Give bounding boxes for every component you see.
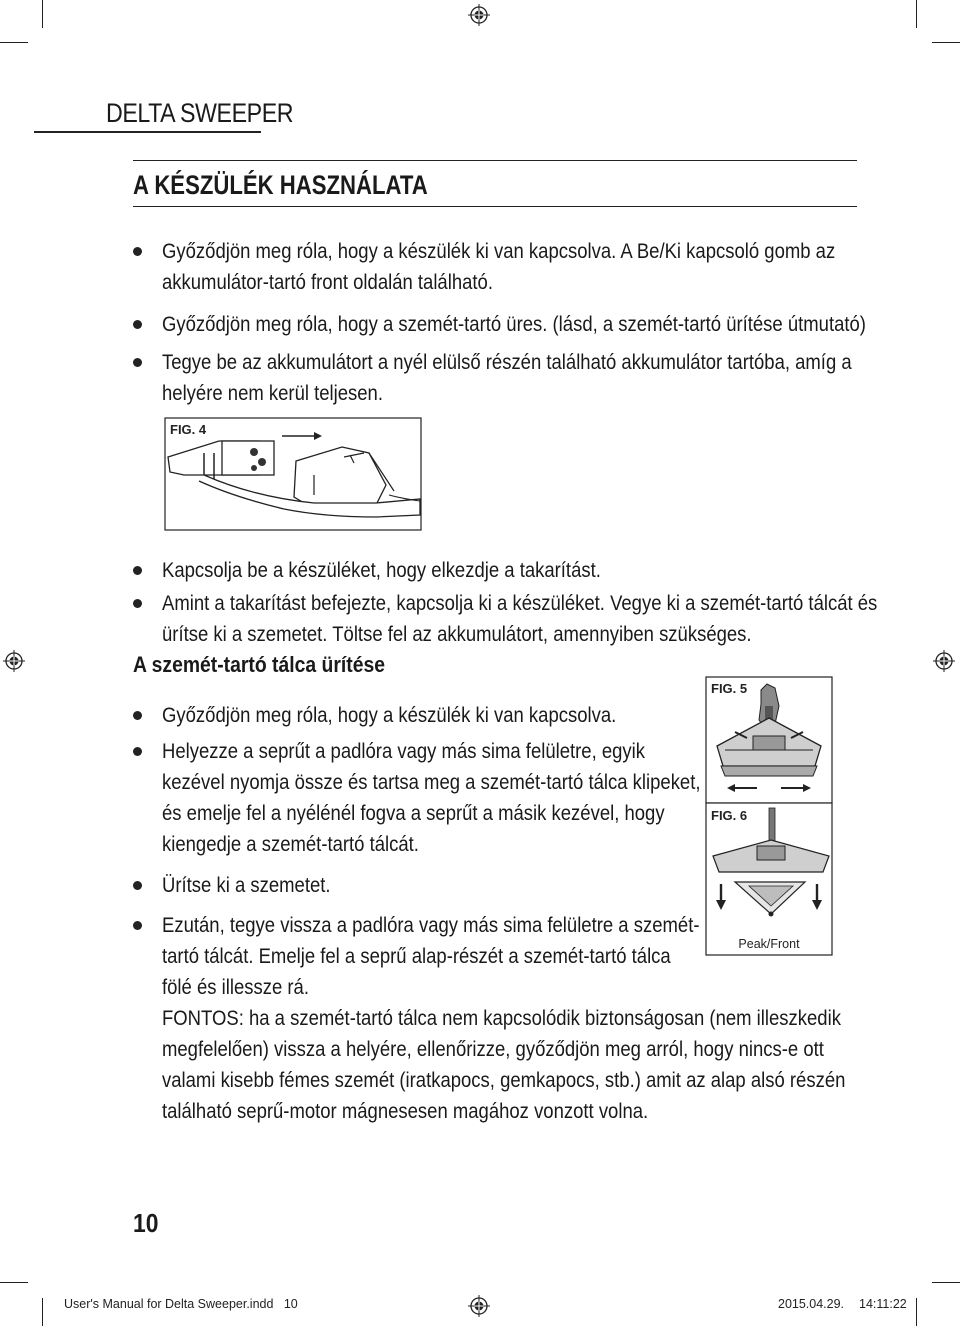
list-item	[162, 309, 866, 340]
footer-date: 2015.04.29.	[778, 1297, 845, 1311]
crop-mark	[0, 42, 28, 43]
bullet-icon	[133, 747, 142, 756]
figure-5-label: FIG. 5	[711, 681, 748, 696]
crop-mark	[42, 0, 43, 28]
list-item	[162, 700, 616, 731]
section-rule-top	[133, 160, 857, 161]
registration-mark-icon	[3, 650, 25, 672]
footer-filename: User's Manual for Delta Sweeper.indd 10	[64, 1297, 298, 1311]
registration-mark-icon	[468, 4, 490, 26]
document-header-title: DELTA SWEEPER	[106, 98, 294, 128]
list-item-line: Ezután, tegye vissza a padlóra vagy más sima felületre a szemét-	[162, 913, 700, 937]
important-note-line: található seprű-motor mágnesesen magához vonzott volna.	[162, 1099, 649, 1123]
crop-mark	[932, 1282, 960, 1283]
figure-4-battery-insertion	[164, 417, 422, 531]
important-note-line: FONTOS: ha a szemét-tartó tálca nem kapcsolódik biztonságosan (nem illeszkedik	[162, 1006, 841, 1030]
important-note-line: megfelelően) vissza a helyére, ellenőrizze, győződjön meg arról, hogy nincs-e ott	[162, 1037, 824, 1061]
list-item-line: Győződjön meg róla, hogy a készülék ki van kapcsolva. A Be/Ki kapcsoló gomb az	[162, 239, 836, 263]
figure-6-label: FIG. 6	[711, 808, 748, 823]
list-item-line: Helyezze a seprűt a padlóra vagy más sima felületre, egyik	[162, 739, 646, 763]
header-rule	[34, 131, 261, 133]
footer-timestamp	[778, 1297, 907, 1311]
list-item	[162, 555, 601, 586]
list-item-line: kezével nyomja össze és tartsa meg a szemét-tartó tálca klipeket,	[162, 770, 701, 794]
list-item-line: Győződjön meg róla, hogy a készülék ki van kapcsolva.	[162, 703, 617, 727]
registration-mark-icon	[468, 1295, 490, 1317]
list-item-line: Győződjön meg róla, hogy a szemét-tartó üres. (lásd, a szemét-tartó ürítése útmutató)	[162, 312, 866, 336]
registration-mark-icon	[933, 650, 955, 672]
list-item-line: Ürítse ki a szemetet.	[162, 873, 331, 897]
important-note	[162, 1003, 845, 1127]
bullet-icon	[133, 566, 142, 575]
bullet-icon	[133, 711, 142, 720]
bullet-icon	[133, 247, 142, 256]
bullet-icon	[133, 921, 142, 930]
important-note-line: valami kisebb fémes szemét (iratkapocs, gemkapocs, stb.) amit az alap alsó részén	[162, 1068, 846, 1092]
page-number: 10	[133, 1208, 159, 1238]
list-item-line: tartó tálcát. Emelje fel a seprű alap-részét a szemét-tartó tálca	[162, 944, 671, 968]
list-item-line: kiengedje a szemét-tartó tálcát.	[162, 832, 419, 856]
figure-6-reinsert-tray	[705, 802, 833, 956]
bullet-icon	[133, 320, 142, 329]
figure-5-release-tray	[705, 676, 833, 804]
section-heading: A KÉSZÜLÉK HASZNÁLATA	[133, 170, 428, 200]
bullet-icon	[133, 358, 142, 367]
list-item-line: és emelje fel a nyélénél fogva a seprűt a másik kezével, hogy	[162, 801, 665, 825]
footer-time: 14:11:22	[859, 1297, 907, 1311]
crop-mark	[916, 0, 917, 28]
subsection-heading: A szemét-tartó tálca ürítése	[133, 652, 386, 677]
list-item	[162, 236, 835, 298]
list-item	[162, 347, 852, 409]
list-item-line: Tegye be az akkumulátort a nyél elülső részén található akkumulátor tartóba, amíg a	[162, 350, 852, 374]
list-item	[162, 870, 331, 901]
list-item-line: akkumulátor-tartó front oldalán található.	[162, 270, 493, 294]
bullet-icon	[133, 599, 142, 608]
crop-mark	[42, 1298, 43, 1326]
crop-mark	[916, 1298, 917, 1326]
list-item-line: ürítse ki a szemetet. Töltse fel az akkumulátort, amennyiben szükséges.	[162, 622, 752, 646]
list-item	[162, 736, 700, 860]
list-item-line: Amint a takarítást befejezte, kapcsolja ki a készüléket. Vegye ki a szemét-tartó tálcát és	[162, 591, 878, 615]
list-item-line: helyére nem kerül teljesen.	[162, 381, 383, 405]
list-item-line: fölé és illessze rá.	[162, 975, 309, 999]
crop-mark	[932, 42, 960, 43]
list-item	[162, 910, 699, 1003]
figure-4-label: FIG. 4	[170, 422, 207, 437]
crop-mark	[0, 1282, 28, 1283]
figure-6-caption: Peak/Front	[738, 937, 800, 951]
section-rule-bottom	[133, 206, 857, 207]
bullet-icon	[133, 881, 142, 890]
list-item	[162, 588, 877, 650]
list-item-line: Kapcsolja be a készüléket, hogy elkezdje a takarítást.	[162, 558, 601, 582]
